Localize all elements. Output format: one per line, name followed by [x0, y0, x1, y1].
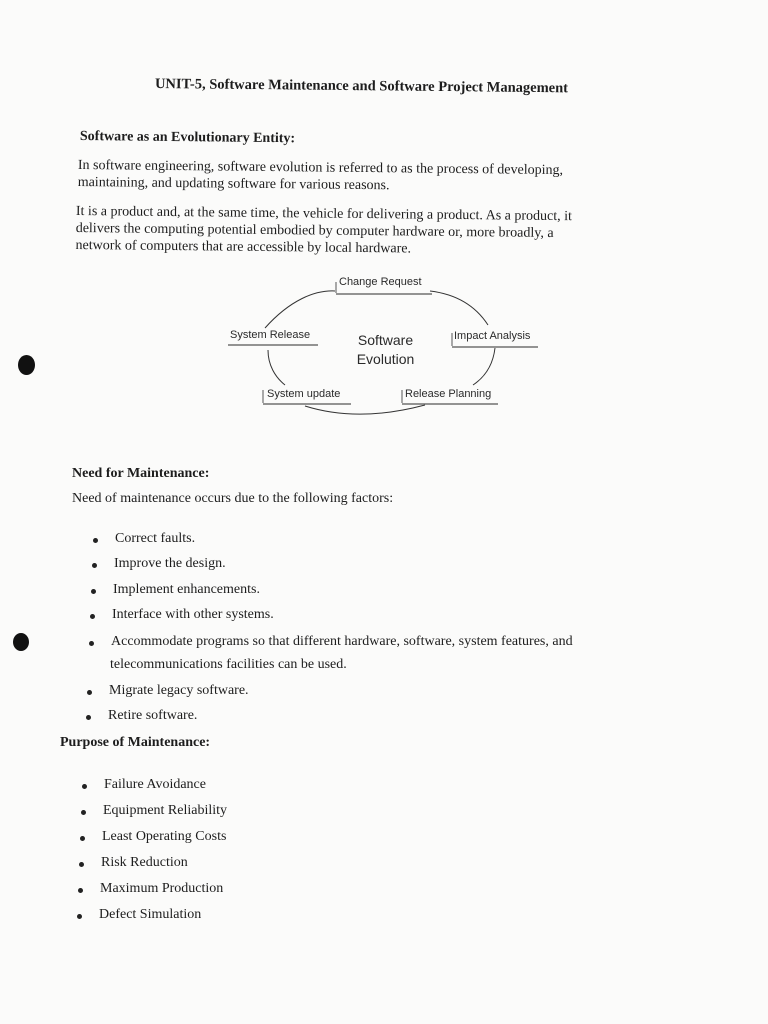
- list-item-text: Migrate legacy software.: [109, 683, 249, 698]
- list-item-text: Risk Reduction: [101, 855, 188, 870]
- bullet-icon: [90, 614, 95, 619]
- list-item-text: Failure Avoidance: [104, 777, 206, 792]
- section-heading-need-for-maintenance: Need for Maintenance:: [72, 466, 210, 481]
- paragraph-line: It is a product and, at the same time, the vehicle for delivering a product. As a product, it: [75, 203, 573, 225]
- section-heading-evolutionary-entity: Software as an Evolutionary Entity:: [79, 129, 296, 147]
- node-release-planning: Release Planning: [405, 388, 492, 400]
- list-item-text: Interface with other systems.: [112, 607, 274, 622]
- center-label-line1: Software: [357, 332, 414, 348]
- paragraph-line: In software engineering, software evolution is referred to as the process of developing,: [77, 157, 564, 179]
- page-title: UNIT-5, Software Maintenance and Software Project Management: [154, 76, 569, 97]
- bullet-icon: [81, 810, 86, 815]
- node-change-request: Change Request: [339, 276, 422, 288]
- bullet-icon: [92, 563, 97, 568]
- software-evolution-diagram: [220, 270, 550, 420]
- paragraph-product-description: [75, 203, 572, 259]
- paragraph-line: delivers the computing potential embodied by computer hardware or, more broadly, a: [75, 220, 554, 242]
- bullet-icon: [80, 836, 85, 841]
- list-item-text: Correct faults.: [115, 531, 196, 546]
- bullet-icon: [79, 862, 84, 867]
- need-intro-text: Need of maintenance occurs due to the following factors:: [72, 491, 394, 506]
- list-item-text: Retire software.: [108, 708, 198, 723]
- list-item-text: Maximum Production: [100, 881, 224, 896]
- bullet-icon: [77, 914, 82, 919]
- diagram-center-label: [338, 331, 433, 369]
- punch-hole-top: [18, 355, 35, 375]
- list-item-text: Equipment Reliability: [103, 803, 228, 818]
- node-system-update: System update: [267, 388, 341, 400]
- bullet-icon: [89, 641, 94, 646]
- list-item-text: Accommodate programs so that different hardware, software, system features, and: [111, 634, 573, 649]
- list-item-text-continuation: telecommunications facilities can be used.: [110, 657, 347, 672]
- list-item-text: Least Operating Costs: [102, 829, 227, 844]
- paragraph-line: maintaining, and updating software for various reasons.: [77, 174, 390, 194]
- node-impact-analysis: Impact Analysis: [454, 330, 531, 342]
- paragraph-line: network of computers that are accessible by local hardware.: [75, 237, 412, 257]
- list-item-text: Defect Simulation: [99, 907, 202, 922]
- bullet-icon: [82, 784, 87, 789]
- node-system-release: System Release: [230, 329, 311, 341]
- list-item-text: Improve the design.: [114, 556, 226, 571]
- center-label-line2: Evolution: [356, 351, 415, 367]
- punch-hole-bottom: [13, 633, 29, 651]
- bullet-icon: [87, 690, 92, 695]
- bullet-icon: [86, 715, 91, 720]
- section-heading-purpose-of-maintenance: Purpose of Maintenance:: [60, 735, 211, 750]
- list-item-text: Implement enhancements.: [113, 582, 260, 597]
- bullet-icon: [78, 888, 83, 893]
- paragraph-evolution-definition: [78, 157, 564, 196]
- bullet-icon: [91, 589, 96, 594]
- bullet-icon: [93, 538, 98, 543]
